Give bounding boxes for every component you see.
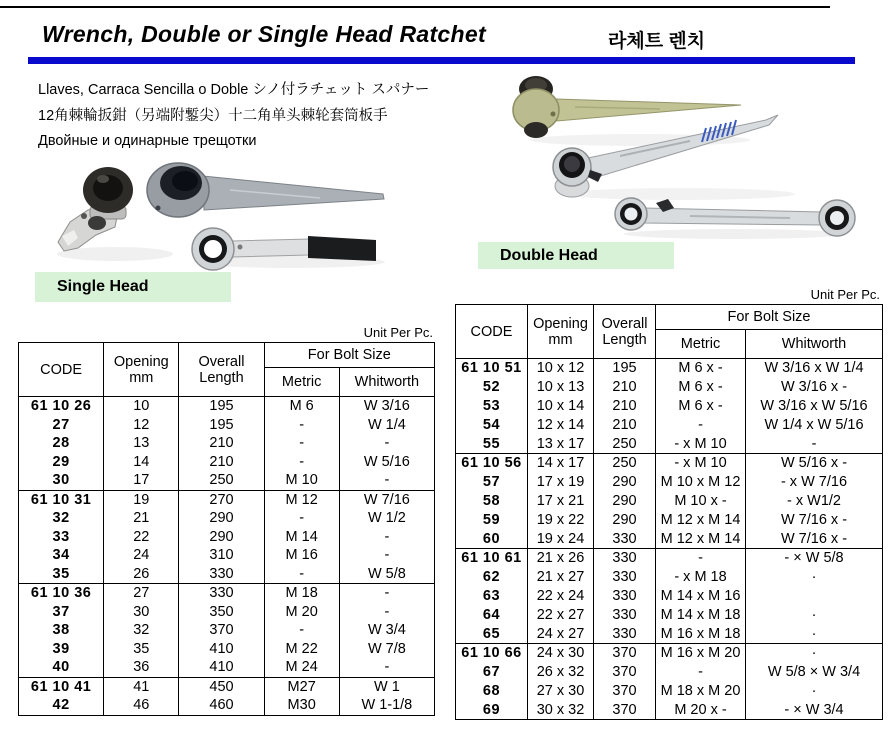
metric-cell: M 16 x M 18 (656, 624, 746, 643)
table-row (19, 640, 435, 659)
metric-cell: M 24 (264, 658, 339, 677)
metric-cell: - (264, 509, 339, 528)
metric-cell: M 16 (264, 546, 339, 565)
opening-cell: 21 (104, 509, 179, 528)
length-cell: 210 (594, 378, 656, 397)
table-group (456, 453, 883, 548)
opening-cell: 19 x 24 (528, 529, 594, 548)
code-cell: 62 (456, 568, 528, 587)
code-cell: 33 (19, 528, 104, 547)
metric-cell: M 14 x M 18 (656, 605, 746, 624)
table-row (19, 434, 435, 453)
metric-cell: M30 (264, 696, 339, 715)
table-group (19, 490, 435, 584)
opening-cell: 14 x 17 (528, 453, 594, 472)
unit-note: Unit Per Pc. (810, 287, 880, 302)
table-row (456, 510, 883, 529)
opening-cell: 24 x 30 (528, 643, 594, 662)
metric-cell: M 6 x - (656, 359, 746, 378)
col-header-code: CODE (19, 343, 104, 397)
code-cell: 64 (456, 605, 528, 624)
length-cell: 330 (179, 565, 264, 584)
whitworth-cell: · (746, 605, 883, 624)
table-row (19, 528, 435, 547)
metric-cell: M 10 x - (656, 492, 746, 511)
metric-cell: M 20 x - (656, 700, 746, 719)
double-head-section-label (478, 242, 674, 269)
opening-cell: 10 (104, 397, 179, 416)
metric-cell: - x M 10 (656, 434, 746, 453)
metric-cell: M 22 (264, 640, 339, 659)
description-line-ru: Двойные и одинарные трещотки (38, 133, 257, 149)
opening-cell: 36 (104, 658, 179, 677)
opening-cell: 22 (104, 528, 179, 547)
opening-cell: 10 x 14 (528, 397, 594, 416)
silver-podger-wrench-illustration (553, 115, 778, 197)
opening-cell: 27 x 30 (528, 682, 594, 701)
whitworth-cell: W 7/8 (339, 640, 434, 659)
length-cell: 290 (179, 528, 264, 547)
single-head-table (18, 342, 435, 716)
whitworth-cell: W 5/8 × W 3/4 (746, 663, 883, 682)
code-cell: 57 (456, 473, 528, 492)
table-row (456, 359, 883, 378)
table-group (456, 359, 883, 454)
whitworth-cell: W 3/4 (339, 621, 434, 640)
length-cell: 370 (594, 682, 656, 701)
whitworth-cell (746, 587, 883, 606)
whitworth-cell: - x W 7/16 (746, 473, 883, 492)
length-cell: 195 (179, 397, 264, 416)
opening-cell: 17 (104, 471, 179, 490)
table-row (456, 682, 883, 701)
table-row (456, 415, 883, 434)
whitworth-cell: W 7/16 (339, 490, 434, 509)
table-group (456, 548, 883, 643)
opening-cell: 13 (104, 434, 179, 453)
metric-cell: - (264, 565, 339, 584)
metric-cell: - x M 10 (656, 453, 746, 472)
code-cell: 61 10 66 (456, 643, 528, 662)
metric-cell: M 14 x M 16 (656, 587, 746, 606)
table-group (19, 584, 435, 678)
whitworth-cell: W 1/2 (339, 509, 434, 528)
opening-cell: 21 x 26 (528, 548, 594, 567)
single-head-label-text: Single Head (57, 278, 149, 295)
opening-cell: 21 x 27 (528, 568, 594, 587)
metric-cell: - (656, 663, 746, 682)
whitworth-cell: W 7/16 x - (746, 510, 883, 529)
whitworth-cell: - (339, 434, 434, 453)
metric-cell: M 18 x M 20 (656, 682, 746, 701)
table-row (456, 529, 883, 548)
whitworth-cell: - × W 5/8 (746, 548, 883, 567)
metric-cell: M 20 (264, 603, 339, 622)
metric-cell: M 6 (264, 397, 339, 416)
length-cell: 350 (179, 603, 264, 622)
whitworth-cell: - (339, 528, 434, 547)
length-cell: 450 (179, 677, 264, 696)
code-cell: 39 (19, 640, 104, 659)
table-row (19, 565, 435, 584)
metric-cell: M 12 x M 14 (656, 510, 746, 529)
table-row (19, 546, 435, 565)
table-row (456, 492, 883, 511)
table-row (19, 509, 435, 528)
code-cell: 58 (456, 492, 528, 511)
code-cell: 37 (19, 603, 104, 622)
description-line-es-ja: Llaves, Carraca Sencilla o Doble シノ付ラチェット スパナー (38, 82, 430, 98)
whitworth-cell: - x W1/2 (746, 492, 883, 511)
code-cell: 61 10 26 (19, 397, 104, 416)
table-row (456, 397, 883, 416)
metric-cell: - (264, 621, 339, 640)
whitworth-cell: W 3/16 x W 1/4 (746, 359, 883, 378)
table-row (19, 397, 435, 416)
length-cell: 370 (179, 621, 264, 640)
whitworth-cell: - (339, 603, 434, 622)
code-cell: 61 10 31 (19, 490, 104, 509)
opening-cell: 26 x 32 (528, 663, 594, 682)
length-cell: 210 (179, 453, 264, 472)
code-cell: 61 10 61 (456, 548, 528, 567)
col-header-metric: Metric (264, 368, 339, 397)
small-ratchet-head-illustration (58, 167, 133, 251)
whitworth-cell: - (339, 584, 434, 603)
code-cell: 67 (456, 663, 528, 682)
length-cell: 370 (594, 643, 656, 662)
code-cell: 27 (19, 416, 104, 435)
multilingual-description (38, 78, 429, 155)
col-header-overall: Overall Length (179, 343, 264, 397)
metric-cell: - (264, 453, 339, 472)
opening-cell: 24 x 27 (528, 624, 594, 643)
code-cell: 53 (456, 397, 528, 416)
opening-cell: 30 x 32 (528, 700, 594, 719)
code-cell: 42 (19, 696, 104, 715)
table-group (19, 677, 435, 715)
length-cell: 330 (594, 529, 656, 548)
whitworth-cell: W 3/16 x - (746, 378, 883, 397)
opening-cell: 30 (104, 603, 179, 622)
opening-cell: 22 x 24 (528, 587, 594, 606)
table-row (456, 453, 883, 472)
code-cell: 52 (456, 378, 528, 397)
length-cell: 310 (179, 546, 264, 565)
table-row (456, 587, 883, 606)
length-cell: 290 (594, 473, 656, 492)
metric-cell: - (264, 434, 339, 453)
table-row (19, 696, 435, 715)
table-row (19, 471, 435, 490)
whitworth-cell: - × W 3/4 (746, 700, 883, 719)
code-cell: 40 (19, 658, 104, 677)
double-head-table (455, 304, 883, 720)
table-row (19, 603, 435, 622)
table-row (456, 548, 883, 567)
opening-cell: 22 x 27 (528, 605, 594, 624)
whitworth-cell: · (746, 643, 883, 662)
table-row (456, 700, 883, 719)
top-rule (0, 6, 830, 8)
table-row (456, 434, 883, 453)
metric-cell: M27 (264, 677, 339, 696)
whitworth-cell: W 1/4 (339, 416, 434, 435)
metric-cell: M 12 x M 14 (656, 529, 746, 548)
opening-cell: 41 (104, 677, 179, 696)
unit-note: Unit Per Pc. (363, 325, 433, 340)
opening-cell: 35 (104, 640, 179, 659)
single-head-product-photo (20, 150, 440, 280)
length-cell: 195 (179, 416, 264, 435)
metric-cell: M 18 (264, 584, 339, 603)
metric-cell: M 6 x - (656, 378, 746, 397)
single-podger-wrench-illustration (147, 163, 384, 217)
code-cell: 63 (456, 587, 528, 606)
metric-cell: M 6 x - (656, 397, 746, 416)
table-row (456, 378, 883, 397)
table-row (19, 677, 435, 696)
code-cell: 61 10 36 (19, 584, 104, 603)
table-row (19, 584, 435, 603)
double-head-label-text: Double Head (500, 246, 598, 264)
opening-cell: 17 x 19 (528, 473, 594, 492)
whitworth-cell: W 5/16 (339, 453, 434, 472)
table-group (456, 643, 883, 719)
length-cell: 460 (179, 696, 264, 715)
length-cell: 210 (594, 397, 656, 416)
whitworth-cell: W 1-1/8 (339, 696, 434, 715)
whitworth-cell: W 3/16 x W 5/16 (746, 397, 883, 416)
metric-cell: M 12 (264, 490, 339, 509)
length-cell: 410 (179, 658, 264, 677)
opening-cell: 27 (104, 584, 179, 603)
double-head-product-photo (460, 62, 890, 242)
code-cell: 59 (456, 510, 528, 529)
whitworth-cell: - (339, 658, 434, 677)
length-cell: 330 (594, 587, 656, 606)
table-row (19, 453, 435, 472)
metric-cell: - (656, 548, 746, 567)
table-row (456, 663, 883, 682)
col-header-bolt-size: For Bolt Size (656, 305, 883, 330)
col-header-bolt-size: For Bolt Size (264, 343, 434, 368)
description-line-zh: 12角棘輪扳鉗（另端附鏨尖）十二角单头棘轮套筒板手 (38, 107, 388, 124)
col-header-metric: Metric (656, 330, 746, 359)
whitworth-cell: W 3/16 (339, 397, 434, 416)
metric-cell: M 10 x M 12 (656, 473, 746, 492)
metric-cell: - x M 18 (656, 568, 746, 587)
opening-cell: 26 (104, 565, 179, 584)
whitworth-cell: W 1/4 x W 5/16 (746, 415, 883, 434)
length-cell: 370 (594, 663, 656, 682)
page-title-korean: 라체트 렌치 (608, 31, 706, 52)
length-cell: 250 (179, 471, 264, 490)
length-cell: 330 (594, 605, 656, 624)
table-row (19, 658, 435, 677)
col-header-code: CODE (456, 305, 528, 359)
whitworth-cell: W 7/16 x - (746, 529, 883, 548)
length-cell: 330 (594, 568, 656, 587)
length-cell: 270 (179, 490, 264, 509)
table-row (456, 605, 883, 624)
code-cell: 32 (19, 509, 104, 528)
length-cell: 210 (594, 415, 656, 434)
opening-cell: 12 (104, 416, 179, 435)
table-row (456, 473, 883, 492)
code-cell: 61 10 51 (456, 359, 528, 378)
opening-cell: 24 (104, 546, 179, 565)
code-cell: 30 (19, 471, 104, 490)
col-header-opening: Opening mm (104, 343, 179, 397)
page-title: Wrench, Double or Single Head Ratchet (42, 21, 486, 47)
length-cell: 370 (594, 700, 656, 719)
code-cell: 35 (19, 565, 104, 584)
whitworth-cell: · (746, 624, 883, 643)
opening-cell: 32 (104, 621, 179, 640)
metric-cell: M 10 (264, 471, 339, 490)
col-header-overall: Overall Length (594, 305, 656, 359)
metric-cell: M 16 x M 20 (656, 643, 746, 662)
length-cell: 290 (594, 510, 656, 529)
table-row (456, 624, 883, 643)
col-header-whitworth: Whitworth (746, 330, 883, 359)
code-cell: 69 (456, 700, 528, 719)
opening-cell: 19 x 22 (528, 510, 594, 529)
code-cell: 54 (456, 415, 528, 434)
table-row (19, 621, 435, 640)
whitworth-cell: - (339, 546, 434, 565)
single-head-section-label (35, 272, 231, 302)
length-cell: 195 (594, 359, 656, 378)
table-row (456, 568, 883, 587)
whitworth-cell: W 5/16 x - (746, 453, 883, 472)
whitworth-cell: W 5/8 (339, 565, 434, 584)
code-cell: 60 (456, 529, 528, 548)
length-cell: 290 (594, 492, 656, 511)
length-cell: 250 (594, 453, 656, 472)
table-row (456, 643, 883, 662)
code-cell: 29 (19, 453, 104, 472)
metric-cell: - (264, 416, 339, 435)
length-cell: 410 (179, 640, 264, 659)
whitworth-cell: W 1 (339, 677, 434, 696)
code-cell: 61 10 56 (456, 453, 528, 472)
opening-cell: 10 x 12 (528, 359, 594, 378)
length-cell: 250 (594, 434, 656, 453)
col-header-whitworth: Whitworth (339, 368, 434, 397)
code-cell: 34 (19, 546, 104, 565)
opening-cell: 12 x 14 (528, 415, 594, 434)
opening-cell: 46 (104, 696, 179, 715)
code-cell: 38 (19, 621, 104, 640)
whitworth-cell: - (339, 471, 434, 490)
table-row (19, 490, 435, 509)
length-cell: 330 (594, 624, 656, 643)
length-cell: 290 (179, 509, 264, 528)
opening-cell: 10 x 13 (528, 378, 594, 397)
whitworth-cell: · (746, 568, 883, 587)
opening-cell: 14 (104, 453, 179, 472)
code-cell: 61 10 41 (19, 677, 104, 696)
double-head-table-section (455, 288, 882, 720)
metric-cell: - (656, 415, 746, 434)
whitworth-cell: - (746, 434, 883, 453)
col-header-opening: Opening mm (528, 305, 594, 359)
opening-cell: 17 x 21 (528, 492, 594, 511)
code-cell: 55 (456, 434, 528, 453)
table-row (19, 416, 435, 435)
code-cell: 68 (456, 682, 528, 701)
single-head-table-section (18, 326, 435, 716)
length-cell: 330 (179, 584, 264, 603)
code-cell: 28 (19, 434, 104, 453)
length-cell: 210 (179, 434, 264, 453)
table-group (19, 397, 435, 491)
length-cell: 330 (594, 548, 656, 567)
metric-cell: M 14 (264, 528, 339, 547)
code-cell: 65 (456, 624, 528, 643)
opening-cell: 13 x 17 (528, 434, 594, 453)
whitworth-cell: · (746, 682, 883, 701)
opening-cell: 19 (104, 490, 179, 509)
